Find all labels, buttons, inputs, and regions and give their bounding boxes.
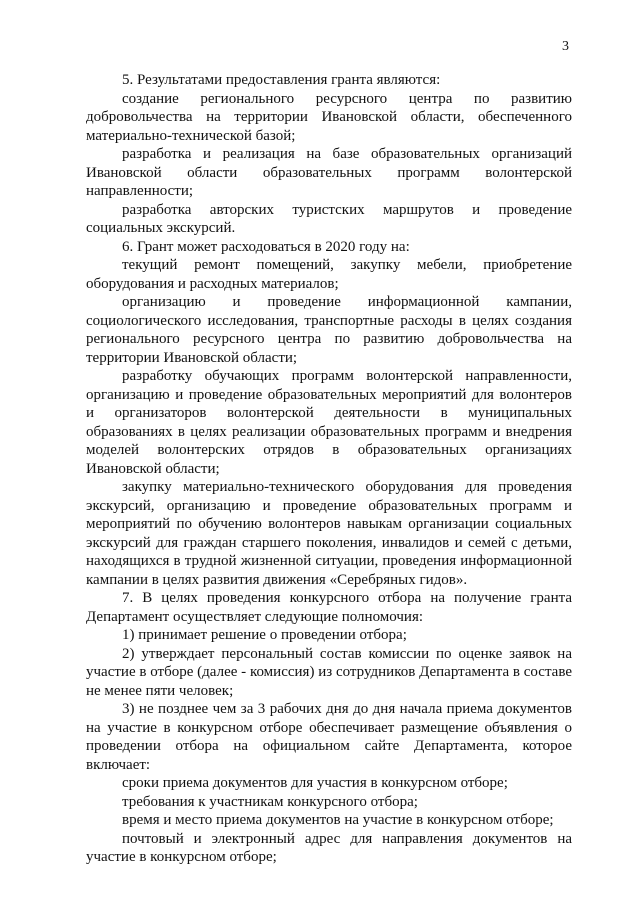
paragraph: 5. Результатами предоставления гранта являются:	[122, 72, 441, 88]
paragraph: почтовый и электронный адрес для направления документов на участие в конкурсном отборе;	[86, 830, 572, 865]
page-number: 3	[562, 39, 569, 54]
paragraph: 6. Грант может расходоваться в 2020 году на:	[122, 238, 410, 255]
paragraph: сроки приема документов для участия в конкурсном отборе;	[122, 775, 508, 791]
paragraph: 1) принимает решение о проведении отбора;	[122, 627, 407, 643]
paragraph: текущий ремонт помещений, закупку мебели, приобретение оборудования и расходных материалов;	[86, 257, 572, 292]
paragraph: закупку материально-технического оборудования для проведения экскурсий, организацию и проведение образовательных программ и мероприятий по обучению волонтеров навыкам организации социальных экскурсий для граждан старшего поколения, инвалидов и семей с детьми, находящихся в трудной жизненной ситуации, проведения информационной кампании в целях развития движения «Серебряных гидов».	[86, 479, 572, 588]
document-body	[86, 71, 572, 867]
paragraph: разработка авторских туристских маршрутов и проведение социальных экскурсий.	[86, 201, 572, 236]
paragraph: разработка и реализация на базе образовательных организаций Ивановской области образовательных программ волонтерской направленности;	[86, 146, 572, 199]
paragraph: разработку обучающих программ волонтерской направленности, организацию и проведение образовательных мероприятий для волонтеров и организаторов волонтерской деятельности в муниципальных образованиях в целях реализации образовательных программ и внедрения моделей волонтерских отрядов в образовательных организациях Ивановской области;	[86, 368, 572, 477]
paragraph: время и место приема документов на участие в конкурсном отборе;	[122, 812, 554, 828]
paragraph: 7. В целях проведения конкурсного отбора на получение гранта Департамент осуществляет следующие полномочия:	[86, 590, 572, 625]
paragraph: организацию и проведение информационной кампании, социологического исследования, транспортные расходы в целях создания регионального ресурсного центра по развитию добровольчества на территории Ивановской области;	[86, 294, 572, 366]
paragraph: создание регионального ресурсного центра по развитию добровольчества на территории Ивановской области, обеспеченного материально-технической базой;	[86, 90, 572, 144]
paragraph: требования к участникам конкурсного отбора;	[122, 793, 418, 810]
paragraph: 2) утверждает персональный состав комиссии по оценке заявок на участие в отборе (далее - комиссия) из сотрудников Департамента в составе не менее пяти человек;	[86, 645, 572, 699]
paragraph: 3) не позднее чем за 3 рабочих дня до дня начала приема документов на участие в конкурсном отборе обеспечивает размещение объявления о проведении отбора на официальном сайте Департамента, которое включает:	[86, 701, 572, 773]
